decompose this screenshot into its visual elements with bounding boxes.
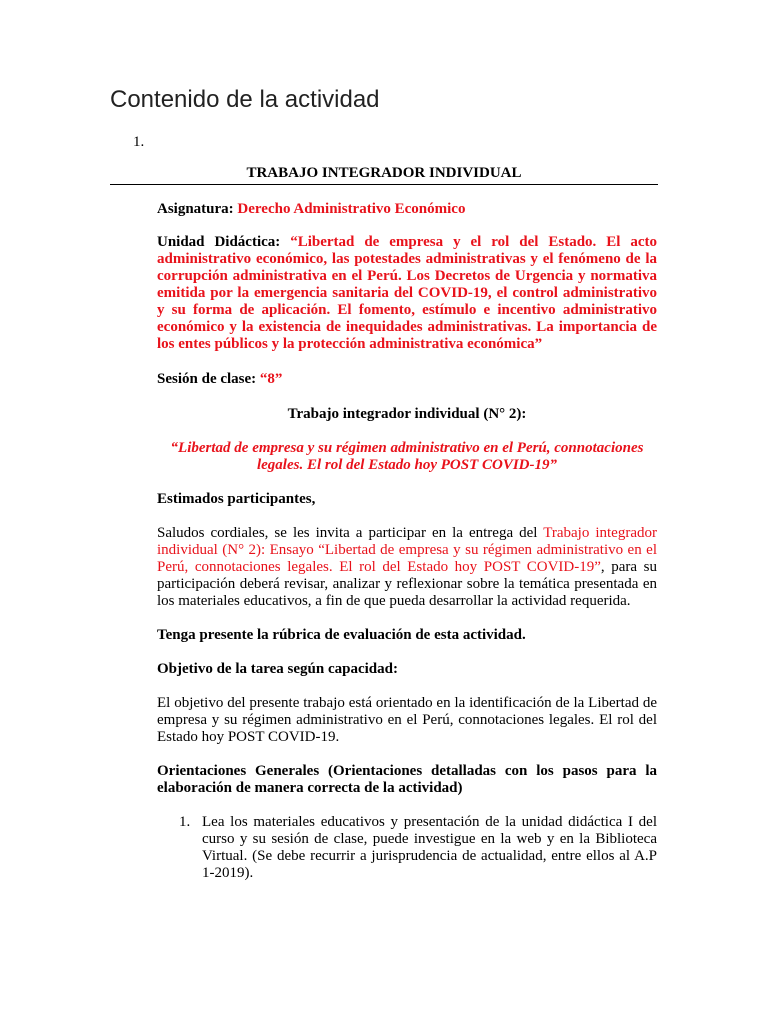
list-number: 1. — [133, 134, 145, 150]
sesion-value: “8” — [259, 371, 283, 387]
intro-paragraph — [157, 525, 657, 610]
greeting: Estimados participantes, — [157, 491, 316, 507]
rubric-note: Tenga presente la rúbrica de evaluación de esta actividad. — [157, 627, 526, 643]
asignatura-line — [157, 201, 657, 218]
objective-heading: Objetivo de la tarea según capacidad: — [157, 661, 398, 677]
asignatura-value: Derecho Administrativo Económico — [237, 201, 466, 217]
intro-part1: Saludos cordiales, se les invita a participar en la entrega del — [157, 525, 544, 541]
orientation-item-text: Lea los materiales educativos y presentación de la unidad didáctica I del curso y su sesión de clase, puede investigue en la web y en la Biblioteca Virtual. (Se debe recurrir a jurisprudencia de actualidad, entre ellos al A.P 1-2019). — [202, 814, 657, 881]
unidad-paragraph — [157, 234, 657, 353]
orientations-heading: Orientaciones Generales (Orientaciones detalladas con los pasos para la elaboración de manera correcta de la actividad) — [157, 763, 657, 796]
subtitle: Trabajo integrador individual (N° 2): — [287, 406, 527, 422]
sesion-label: Sesión de clase: — [157, 371, 260, 387]
intro-highlight: Trabajo integrador individual (N° 2): Ensayo “Libertad de empresa y su régimen administrativo en el Perú, connotaciones legales. El rol del Estado hoy POST COVID-19” — [157, 525, 657, 575]
intro-part2: , para su participación deberá revisar, analizar y reflexionar sobre la temática presentada en los materiales educativos, a fin de que pueda desarrollar la actividad requerida. — [157, 559, 657, 609]
orientation-item-number: 1. — [179, 814, 191, 830]
topic-title: “Libertad de empresa y su régimen administrativo en el Perú, connotaciones legales. El rol del Estado hoy POST COVID-19” — [170, 440, 644, 473]
asignatura-label: Asignatura: — [157, 201, 238, 217]
sesion-line — [157, 371, 657, 388]
page-heading: Contenido de la actividad — [110, 86, 380, 113]
orientation-item — [179, 814, 657, 882]
unidad-value: “Libertad de empresa y el rol del Estado. El acto administrativo económico, las potestades administrativas y el fenómeno de la corrupción administrativa en el Perú. Los Decretos de Urgencia y normativa emitida por la emergencia sanitaria del COVID-19, el control administrativo y su forma de aplicación. El fomento, estímulo e incentivo administrativo económico y la existencia de inequidades administrativas. La importancia de los entes públicos y la protección administrativa económica” — [157, 234, 657, 352]
document-title: TRABAJO INTEGRADOR INDIVIDUAL — [110, 165, 658, 185]
objective-text: El objetivo del presente trabajo está orientado en la identificación de la Libertad de empresa y su régimen administrativo en el Perú, connotaciones legales. El rol del Estado hoy POST COVID-19. — [157, 695, 657, 745]
document-body — [157, 201, 657, 882]
unidad-label: Unidad Didáctica: — [157, 234, 291, 250]
